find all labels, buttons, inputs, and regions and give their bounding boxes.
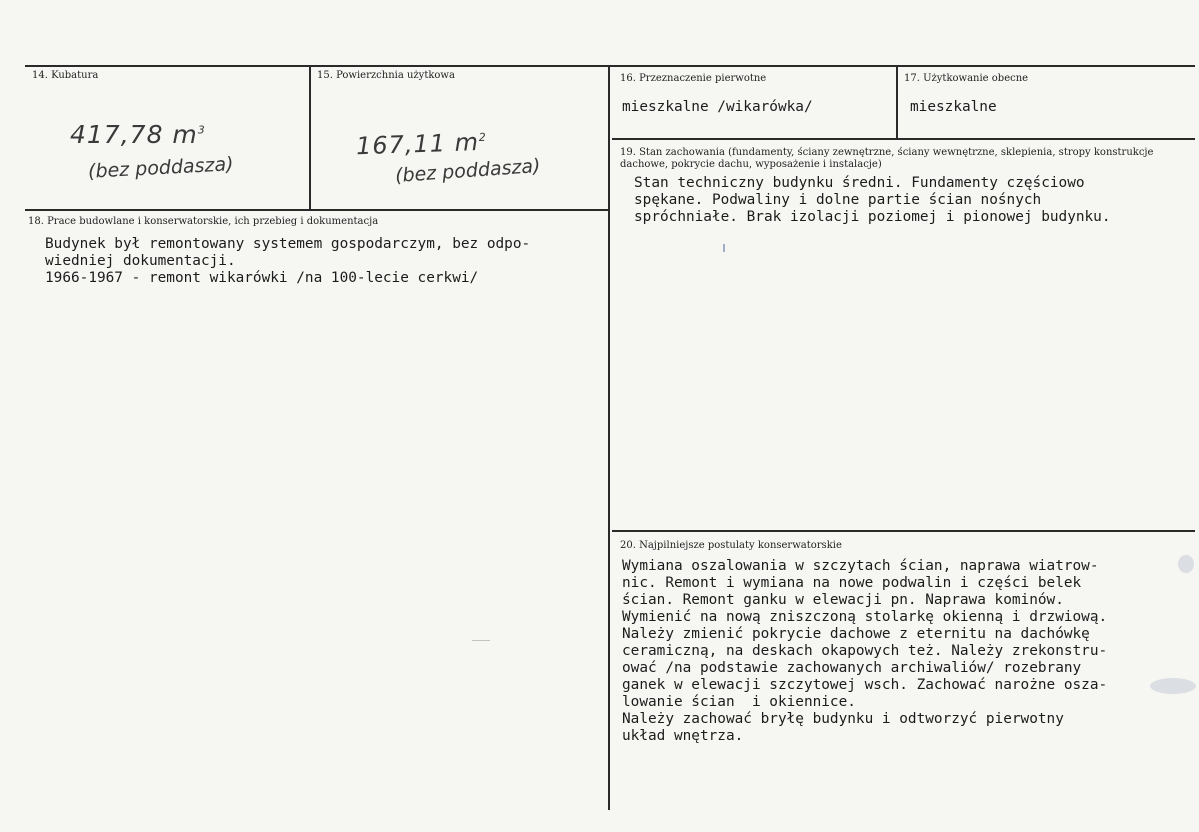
- field-20-line: lowanie ścian i okiennice.: [622, 694, 856, 710]
- ink-smudge: [1150, 678, 1196, 694]
- divider-16-17: [896, 66, 898, 138]
- field-17-value: mieszkalne: [910, 99, 997, 115]
- stray-pen-mark: [723, 244, 725, 252]
- field-18-line: Budynek był remontowany systemem gospodarczym, bez odpo-: [45, 236, 531, 252]
- field-20-line: ceramiczną, na deskach okapowych też. Należy zrekonstru-: [622, 643, 1108, 659]
- field-18-line: 1966-1967 - remont wikarówki /na 100-lecie cerkwi/: [45, 270, 479, 286]
- field-19-line: Stan techniczny budynku średni. Fundamenty częściowo: [634, 175, 1085, 191]
- field-14-value: 417,78 m: [70, 120, 198, 149]
- main-vertical-divider: [608, 66, 610, 810]
- field-20-line: Wymiana oszalowania w szczytach ścian, naprawa wiatrow-: [622, 558, 1099, 574]
- rule-above-20: [612, 530, 1195, 532]
- field-14-label: 14. Kubatura: [32, 70, 99, 81]
- field-15-unit-exponent: 2: [478, 130, 488, 144]
- rule-below-16-17: [612, 138, 1195, 140]
- field-16-label: 16. Przeznaczenie pierwotne: [620, 73, 767, 84]
- divider-14-15: [309, 66, 311, 210]
- top-rule: [25, 65, 1195, 67]
- field-14-unit-exponent: 3: [197, 123, 206, 137]
- field-18-label: 18. Prace budowlane i konserwatorskie, ich przebieg i dokumentacja: [28, 216, 379, 227]
- field-20-line: ścian. Remont ganku w elewacji pn. Naprawa kominów.: [622, 592, 1064, 608]
- field-19-label: 19. Stan zachowania (fundamenty, ściany zewnętrzne, ściany wewnętrzne, sklepienia, stropy konstrukcje dachowe, pokrycie dachu, wyposażenie i instalacje): [620, 147, 1154, 170]
- field-15-value: 167,11 m: [355, 128, 480, 161]
- field-14-handwritten-note: (bez poddasza): [87, 153, 235, 183]
- field-19-line: spróchniałe. Brak izolacji poziomej i pionowej budynku.: [634, 209, 1111, 225]
- field-20-line: układ wnętrza.: [622, 728, 744, 744]
- field-15-handwritten-value: [356, 128, 488, 161]
- field-20-line: nic. Remont i wymiana na nowe podwalin i części belek: [622, 575, 1082, 591]
- ink-smudge: [1178, 555, 1194, 573]
- field-20-line: Należy zachować bryłę budynku i odtworzyć pierwotny: [622, 711, 1064, 727]
- field-17-label: 17. Użytkowanie obecne: [904, 73, 1029, 84]
- field-20-line: ować /na podstawie zachowanych archiwaliów/ rozebrany: [622, 660, 1082, 676]
- rule-below-14-15: [25, 209, 610, 211]
- field-16-value: mieszkalne /wikarówka/: [622, 99, 813, 115]
- stray-dash-mark: [472, 640, 490, 641]
- field-15-handwritten-note: (bez poddasza): [394, 154, 542, 188]
- field-20-line: Należy zmienić pokrycie dachowe z eternitu na dachówkę: [622, 626, 1090, 642]
- field-15-label: 15. Powierzchnia użytkowa: [317, 70, 455, 81]
- field-20-line: ganek w elewacji szczytowej wsch. Zachować narożne osza-: [622, 677, 1108, 693]
- field-20-line: Wymienić na nową zniszczoną stolarkę okienną i drzwiową.: [622, 609, 1108, 625]
- field-18-line: wiedniej dokumentacji.: [45, 253, 236, 269]
- field-20-label: 20. Najpilniejsze postulaty konserwatorskie: [620, 540, 842, 551]
- field-14-handwritten-value: [70, 120, 206, 149]
- field-19-line: spękane. Podwaliny i dolne partie ścian nośnych: [634, 192, 1042, 208]
